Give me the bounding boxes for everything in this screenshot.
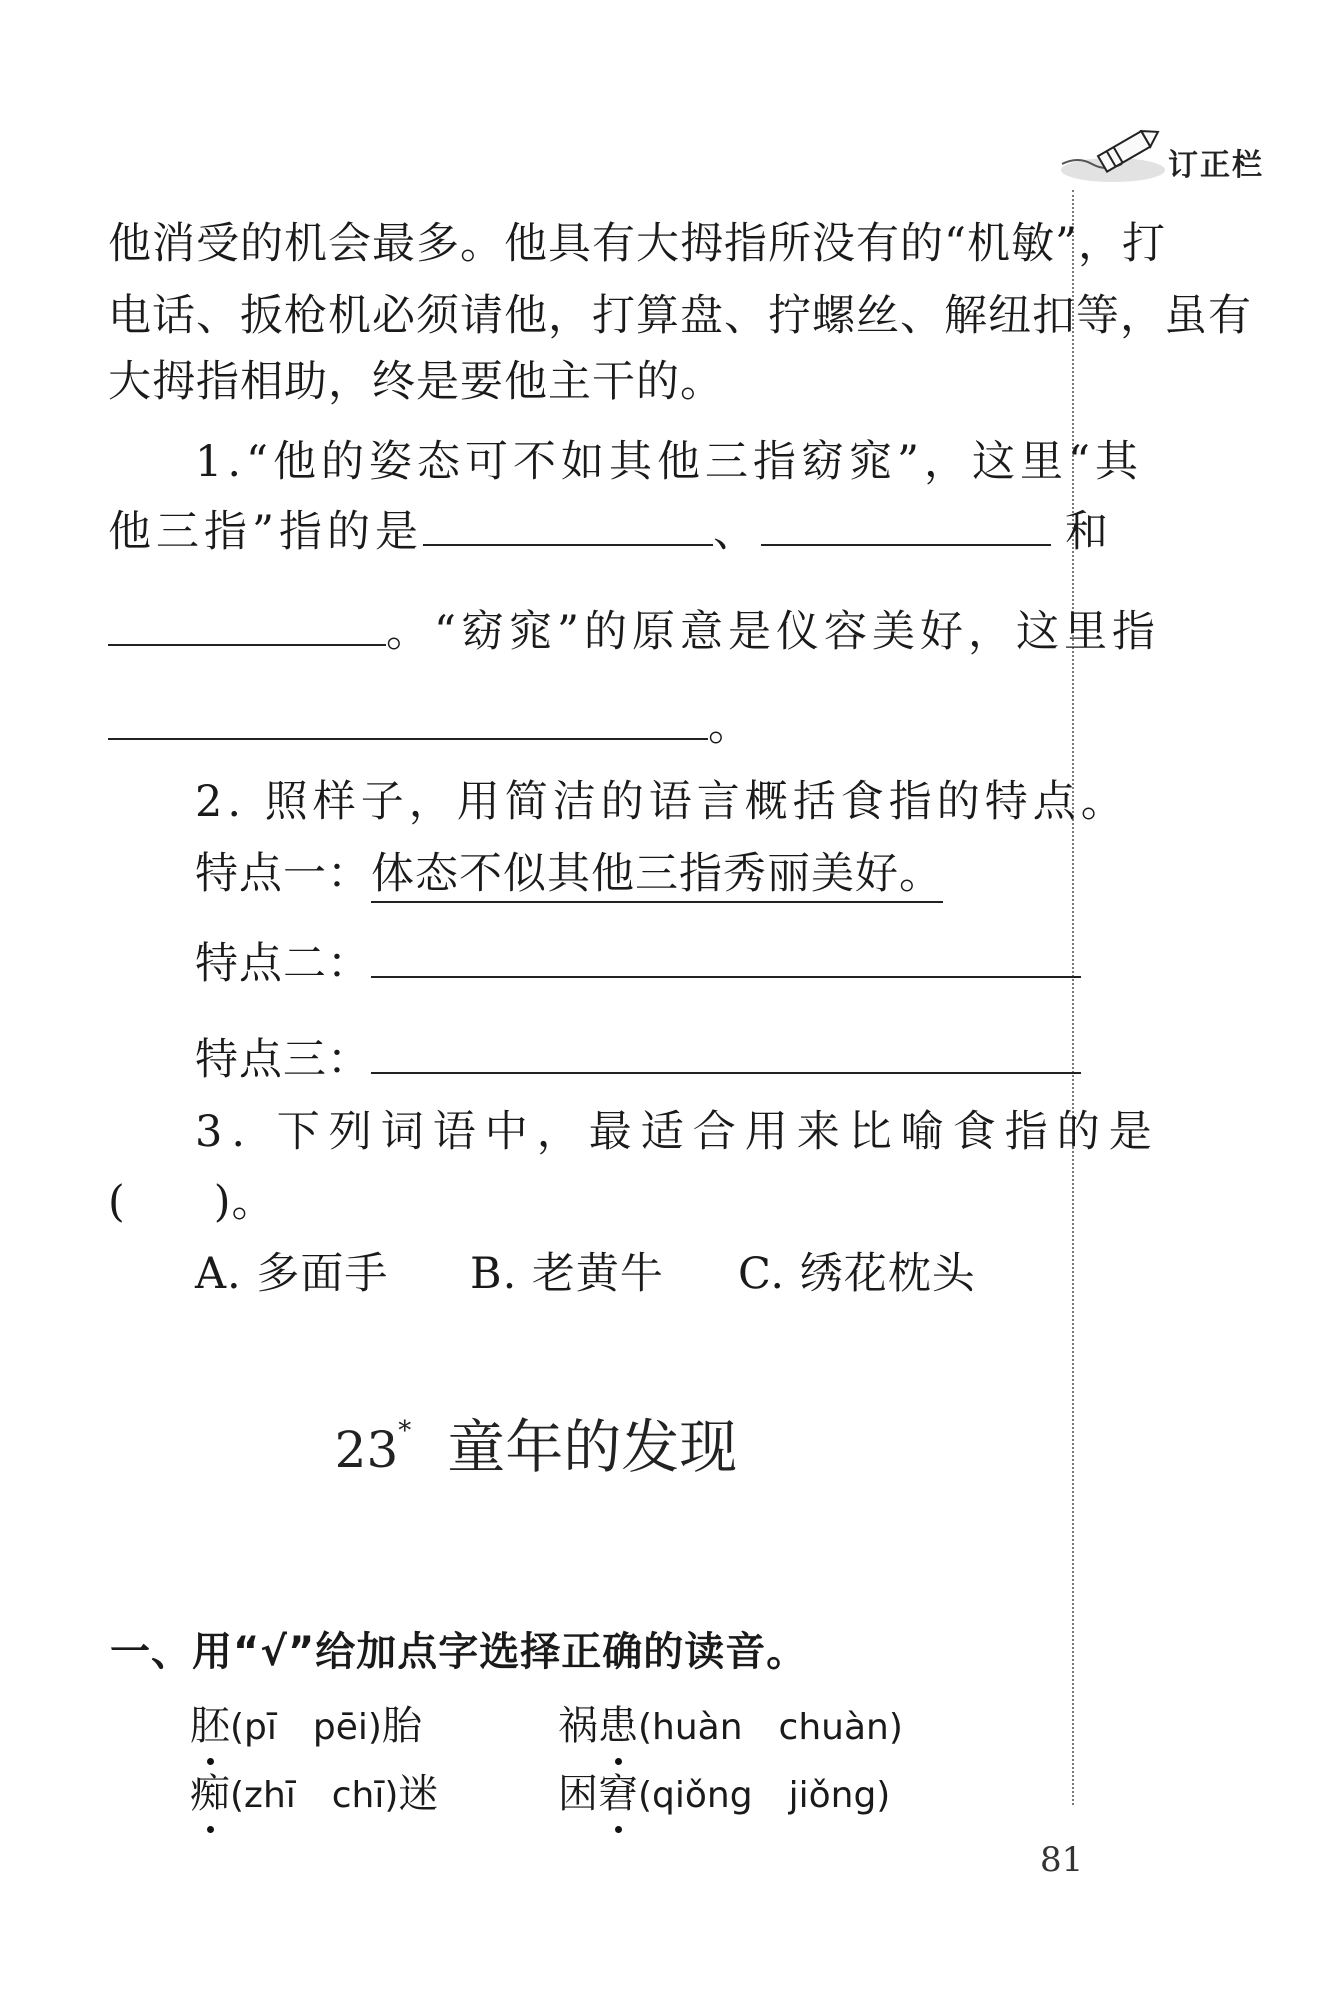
question-3-answer-paren[interactable]: ( )。 bbox=[108, 1177, 276, 1227]
question-3-prompt: 3. 下列词语中，最适合用来比喻食指的是 bbox=[195, 1107, 1161, 1157]
pinyin-item bbox=[558, 1694, 903, 1751]
question-1-line4 bbox=[108, 692, 752, 753]
trait-1-answer: 体态不似其他三指秀丽美好。 bbox=[371, 849, 943, 903]
trait-3-blank[interactable] bbox=[371, 1028, 1081, 1074]
dotted-char: 胚 bbox=[190, 1694, 230, 1751]
dotted-char: 窘 bbox=[598, 1762, 638, 1819]
answer-blank[interactable] bbox=[423, 500, 713, 546]
conjunction: 和 bbox=[1064, 507, 1113, 557]
word-rest: 胎 bbox=[381, 1703, 422, 1749]
answer-blank[interactable] bbox=[108, 600, 386, 646]
dotted-char: 患 bbox=[598, 1694, 638, 1751]
lesson-number: 23 bbox=[334, 1421, 399, 1479]
word-before: 祸 bbox=[558, 1703, 598, 1749]
question-1-end: 。 bbox=[708, 701, 752, 751]
trait-3-label: 特点三： bbox=[195, 1035, 371, 1085]
optional-lesson-star: * bbox=[398, 1416, 412, 1446]
correction-column-label: 订正栏 bbox=[1168, 148, 1264, 183]
pencil-icon bbox=[1058, 118, 1178, 188]
question-1-prompt: 1.“他的姿态可不如其他三指窈窕”，这里“其 bbox=[195, 437, 1143, 487]
section-heading: 一、用“√”给加点字选择正确的读音。 bbox=[110, 1629, 808, 1675]
pinyin-item bbox=[190, 1762, 438, 1819]
lesson-title-text: 童年的发现 bbox=[447, 1413, 738, 1481]
question-2-prompt: 2. 照样子，用简洁的语言概括食指的特点。 bbox=[195, 777, 1129, 827]
pinyin-item bbox=[558, 1762, 890, 1819]
lesson-title bbox=[0, 1400, 1072, 1484]
option-b[interactable]: B. 老黄牛 bbox=[470, 1249, 664, 1299]
trait-1-label: 特点一： bbox=[195, 849, 371, 899]
question-1-text: 他三指”指的是 bbox=[108, 507, 423, 557]
pinyin-options[interactable]: (zhī chī) bbox=[230, 1775, 399, 1816]
pinyin-options[interactable]: (huàn chuàn) bbox=[638, 1707, 903, 1748]
page-number: 81 bbox=[1040, 1840, 1084, 1880]
word-rest: 迷 bbox=[398, 1771, 439, 1817]
trait-2-row bbox=[195, 930, 1081, 991]
option-c[interactable]: C. 绣花枕头 bbox=[738, 1249, 976, 1299]
question-1-text: 。“窈窕”的原意是仪容美好，这里指 bbox=[386, 607, 1160, 657]
correction-column-header bbox=[1058, 118, 1298, 198]
question-1-line3 bbox=[108, 598, 1160, 659]
word-before: 困 bbox=[558, 1771, 598, 1817]
passage-line: 他消受的机会最多。他具有大拇指所没有的“机敏”，打 bbox=[108, 219, 1166, 269]
trait-2-blank[interactable] bbox=[371, 932, 1081, 978]
passage-line: 电话、扳枪机必须请他，打算盘、拧螺丝、解纽扣等，虽有 bbox=[108, 291, 1252, 341]
answer-blank[interactable] bbox=[761, 500, 1051, 546]
question-1-line2 bbox=[108, 498, 1113, 559]
pinyin-options[interactable]: (qiǒng jiǒng) bbox=[638, 1775, 891, 1816]
answer-blank[interactable] bbox=[108, 694, 708, 740]
option-a[interactable]: A. 多面手 bbox=[195, 1249, 389, 1299]
dotted-char: 痴 bbox=[190, 1762, 230, 1819]
trait-3-row bbox=[195, 1026, 1081, 1087]
separator: 、 bbox=[712, 507, 761, 557]
trait-1-row bbox=[195, 840, 943, 901]
trait-2-label: 特点二： bbox=[195, 939, 371, 989]
pinyin-item bbox=[190, 1694, 422, 1751]
passage-line: 大拇指相助，终是要他主干的。 bbox=[108, 357, 724, 407]
pinyin-options[interactable]: (pī pēi) bbox=[230, 1707, 382, 1748]
